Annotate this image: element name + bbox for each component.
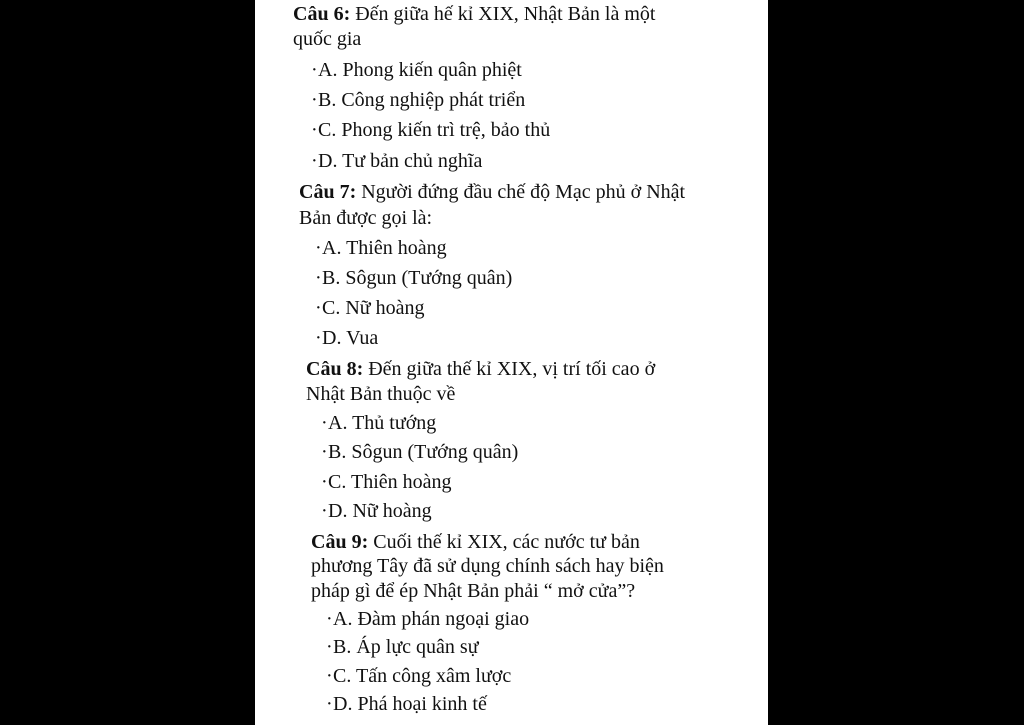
option-7d bbox=[315, 325, 378, 351]
option-label: C. Phong kiến trì trệ, bảo thủ bbox=[318, 119, 551, 141]
option-9a bbox=[326, 606, 529, 632]
question-7-line-2: Bản được gọi là: bbox=[299, 207, 433, 229]
question-number: Câu 8: bbox=[306, 358, 364, 380]
option-label: C. Tấn công xâm lược bbox=[333, 665, 512, 687]
option-9b bbox=[326, 634, 479, 660]
bullet: · bbox=[315, 267, 322, 289]
bullet: · bbox=[326, 693, 333, 715]
question-8-line-1 bbox=[306, 356, 655, 382]
question-6-line-1 bbox=[293, 1, 655, 27]
bullet: · bbox=[326, 665, 333, 687]
option-8d bbox=[321, 498, 432, 524]
bullet: · bbox=[326, 636, 333, 658]
option-7a bbox=[315, 235, 447, 261]
option-7c bbox=[315, 295, 425, 321]
option-6b bbox=[311, 87, 525, 113]
question-8-line-2: Nhật Bản thuộc về bbox=[306, 383, 456, 405]
option-label: D. Phá hoại kinh tế bbox=[333, 693, 487, 715]
question-number: Câu 9: bbox=[311, 531, 369, 553]
bullet: · bbox=[321, 412, 328, 434]
option-label: B. Sôgun (Tướng quân) bbox=[322, 267, 513, 289]
option-label: A. Phong kiến quân phiệt bbox=[318, 59, 522, 81]
bullet: · bbox=[311, 150, 318, 172]
option-label: C. Nữ hoàng bbox=[322, 297, 425, 319]
bullet: · bbox=[321, 471, 328, 493]
question-text: Đến giữa hế kỉ XIX, Nhật Bản là một bbox=[355, 3, 656, 25]
option-8b bbox=[321, 439, 518, 465]
bullet: · bbox=[315, 237, 322, 259]
option-label: A. Thiên hoàng bbox=[322, 237, 447, 259]
option-label: B. Công nghiệp phát triển bbox=[318, 89, 526, 111]
question-text: Cuối thế kỉ XIX, các nước tư bản bbox=[373, 531, 640, 553]
option-7b bbox=[315, 265, 512, 291]
option-label: A. Thủ tướng bbox=[328, 412, 437, 434]
bullet: · bbox=[311, 119, 318, 141]
question-number: Câu 6: bbox=[293, 3, 351, 25]
option-9c bbox=[326, 663, 511, 689]
option-label: B. Sôgun (Tướng quân) bbox=[328, 441, 519, 463]
bullet: · bbox=[321, 441, 328, 463]
option-label: C. Thiên hoàng bbox=[328, 471, 452, 493]
option-6c bbox=[311, 117, 550, 143]
question-9-line-3: pháp gì để ép Nhật Bản phải “ mở cửa”? bbox=[311, 580, 636, 602]
bullet: · bbox=[315, 327, 322, 349]
question-7-line-1 bbox=[299, 179, 685, 205]
option-8c bbox=[321, 469, 452, 495]
option-label: D. Vua bbox=[322, 327, 379, 349]
bullet: · bbox=[321, 500, 328, 522]
bullet: · bbox=[311, 59, 318, 81]
bullet: · bbox=[326, 608, 333, 630]
option-label: D. Nữ hoàng bbox=[328, 500, 432, 522]
option-label: A. Đàm phán ngoại giao bbox=[333, 608, 530, 630]
option-6d bbox=[311, 148, 482, 174]
question-9-line-1 bbox=[311, 529, 640, 555]
question-text: Người đứng đầu chế độ Mạc phủ ở Nhật bbox=[361, 181, 686, 203]
question-number: Câu 7: bbox=[299, 181, 357, 203]
option-6a bbox=[311, 57, 522, 83]
question-9-line-2: phương Tây đã sử dụng chính sách hay biện bbox=[311, 555, 664, 577]
document-page bbox=[255, 0, 768, 725]
option-label: D. Tư bản chủ nghĩa bbox=[318, 150, 483, 172]
question-6-line-2: quốc gia bbox=[293, 28, 362, 50]
option-label: B. Áp lực quân sự bbox=[333, 636, 479, 658]
option-8a bbox=[321, 410, 436, 436]
bullet: · bbox=[311, 89, 318, 111]
bullet: · bbox=[315, 297, 322, 319]
question-text: Đến giữa thế kỉ XIX, vị trí tối cao ở bbox=[368, 358, 656, 380]
option-9d bbox=[326, 691, 487, 717]
